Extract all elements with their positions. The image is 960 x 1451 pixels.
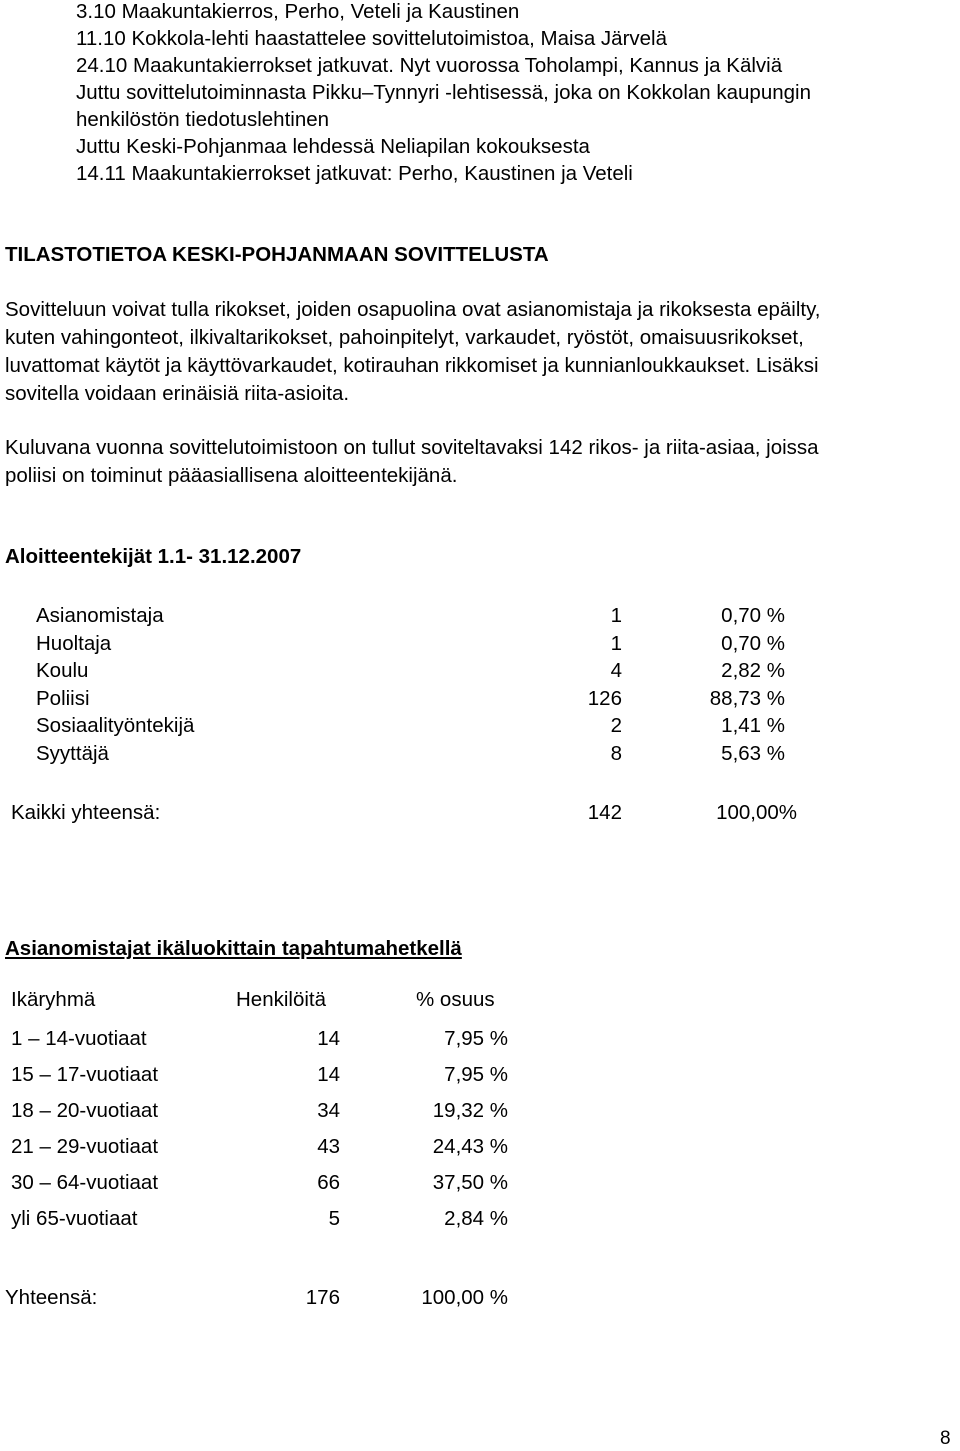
total-count: 176: [305, 1286, 340, 1309]
row-count: 2: [610, 714, 622, 737]
paragraph-line: luvattomat käytöt ja käyttövarkaudet, kotirauhan rikkomiset ja kunnianloukkaukset. Lisäksi: [5, 354, 819, 377]
row-percent: 19,32 %: [432, 1099, 508, 1122]
row-label: 18 – 20-vuotiaat: [11, 1099, 159, 1122]
total-label: Kaikki yhteensä:: [11, 801, 161, 824]
row-count: 1: [610, 604, 622, 627]
row-percent: 24,43 %: [432, 1135, 508, 1158]
column-header: Henkilöitä: [236, 988, 327, 1011]
row-percent: 0,70 %: [721, 632, 785, 655]
event-line: henkilöstön tiedotuslehtinen: [76, 108, 330, 131]
row-percent: 1,41 %: [721, 714, 785, 737]
row-count: 1: [610, 632, 622, 655]
total-label: Yhteensä:: [5, 1286, 98, 1309]
paragraph-line: Kuluvana vuonna sovittelutoimistoon on tullut soviteltavaksi 142 rikos- ja riita-asiaa, joissa: [5, 436, 819, 459]
row-label: Huoltaja: [36, 632, 112, 655]
age-groups-heading: Asianomistajat ikäluokittain tapahtumahetkellä: [5, 937, 462, 960]
event-line: Juttu Keski-Pohjanmaa lehdessä Neliapilan kokouksesta: [76, 135, 590, 158]
page-number: 8: [940, 1428, 951, 1449]
row-percent: 2,82 %: [721, 659, 785, 682]
column-header: Ikäryhmä: [11, 988, 96, 1011]
event-line: 11.10 Kokkola-lehti haastattelee sovittelutoimistoa, Maisa Järvelä: [76, 27, 668, 50]
row-label: Poliisi: [36, 687, 90, 710]
row-label: 21 – 29-vuotiaat: [11, 1135, 159, 1158]
row-percent: 2,84 %: [444, 1207, 508, 1230]
row-count: 4: [610, 659, 622, 682]
event-line: Juttu sovittelutoiminnasta Pikku–Tynnyri -lehtisessä, joka on Kokkolan kaupungin: [76, 81, 811, 104]
row-percent: 7,95 %: [444, 1063, 508, 1086]
row-count: 5: [328, 1207, 340, 1230]
event-line: 24.10 Maakuntakierrokset jatkuvat. Nyt vuorossa Toholampi, Kannus ja Kälviä: [76, 54, 783, 77]
row-percent: 88,73 %: [709, 687, 785, 710]
row-percent: 0,70 %: [721, 604, 785, 627]
total-percent: 100,00 %: [421, 1286, 508, 1309]
row-label: Sosiaalityöntekijä: [36, 714, 195, 737]
row-percent: 37,50 %: [432, 1171, 508, 1194]
row-count: 43: [317, 1135, 340, 1158]
paragraph-line: kuten vahingonteot, ilkivaltarikokset, pahoinpitelyt, varkaudet, ryöstöt, omaisuusrikokset,: [5, 326, 804, 349]
paragraph-line: Sovitteluun voivat tulla rikokset, joiden osapuolina ovat asianomistaja ja rikoksesta epäilty,: [5, 298, 821, 321]
row-count: 14: [317, 1063, 340, 1086]
row-label: Syyttäjä: [36, 742, 109, 765]
row-label: 1 – 14-vuotiaat: [11, 1027, 147, 1050]
initiators-heading: Aloitteentekijät 1.1- 31.12.2007: [5, 545, 302, 568]
row-count: 66: [317, 1171, 340, 1194]
row-count: 126: [587, 687, 622, 710]
stats-heading: TILASTOTIETOA KESKI-POHJANMAAN SOVITTELUSTA: [5, 243, 549, 266]
row-label: yli 65-vuotiaat: [11, 1207, 138, 1230]
event-line: 3.10 Maakuntakierros, Perho, Veteli ja Kaustinen: [76, 0, 520, 23]
paragraph-line: poliisi on toiminut pääasiallisena aloitteentekijänä.: [5, 464, 458, 487]
row-label: Asianomistaja: [36, 604, 164, 627]
column-header: % osuus: [416, 988, 495, 1011]
total-percent: 100,00%: [716, 801, 797, 824]
row-label: 30 – 64-vuotiaat: [11, 1171, 159, 1194]
row-count: 34: [317, 1099, 340, 1122]
row-count: 14: [317, 1027, 340, 1050]
event-line: 14.11 Maakuntakierrokset jatkuvat: Perho, Kaustinen ja Veteli: [76, 162, 633, 185]
row-percent: 5,63 %: [721, 742, 785, 765]
row-label: Koulu: [36, 659, 89, 682]
row-label: 15 – 17-vuotiaat: [11, 1063, 159, 1086]
paragraph-line: sovitella voidaan erinäisiä riita-asioita.: [5, 382, 350, 405]
row-count: 8: [610, 742, 622, 765]
row-percent: 7,95 %: [444, 1027, 508, 1050]
total-count: 142: [587, 801, 622, 824]
